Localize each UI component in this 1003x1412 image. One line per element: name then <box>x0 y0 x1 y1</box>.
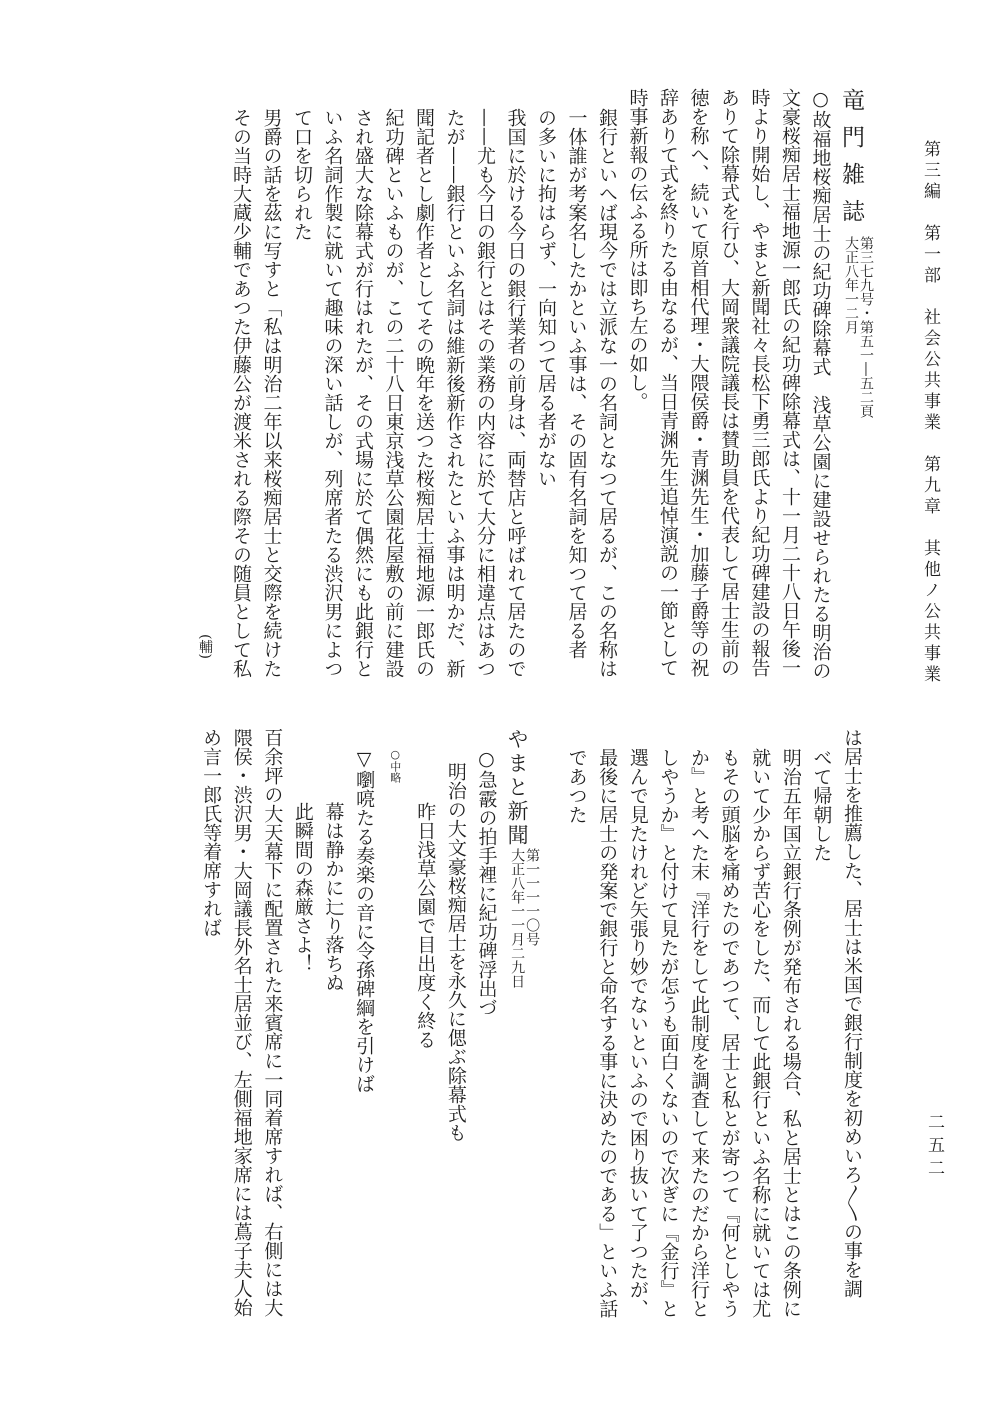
page-number: 二五二 <box>924 1113 944 1182</box>
text-line: べて帰朝した <box>810 748 833 862</box>
subheading-line: 幕は静かに辷り落ちぬ <box>322 802 345 992</box>
article-title: やまと新聞 <box>505 728 530 848</box>
text-line: 銀行といへば現今では立派な一の名詞となつて居るが、この名称は <box>596 108 618 678</box>
source-issue: 第三七九号・第五一―五二頁 <box>858 236 874 418</box>
article-ryumon-zasshi <box>226 88 874 700</box>
text-line: め言一郎氏等着席すれば <box>200 728 223 937</box>
text-line <box>256 88 287 700</box>
source-issue: 第一一一一〇号 <box>524 848 541 946</box>
text-line: 明治五年国立銀行条例が発布される場合、私と居士とはこの条例に <box>779 748 802 1318</box>
subheading-line: 昨日浅草公園で目出度く終る <box>414 802 437 1049</box>
article-title: 竜門雑誌 <box>838 88 864 236</box>
text-line: 百余坪の大天幕下に配置された来賓席に一同着席すれば、右側には大 <box>261 728 284 1317</box>
text-line: 時より開始し、やまと新聞社々長松下勇三郎氏より紀功碑建設の報告 <box>748 88 771 677</box>
text-line: て口を切られた <box>291 108 313 241</box>
article-yamato-shimbun <box>196 728 867 1338</box>
article-title-row <box>836 88 874 700</box>
spacer <box>539 728 561 1338</box>
text-line: か』と考へた末『洋行をして此制度を調査して来たのだから洋行と <box>688 748 711 1318</box>
text-line: ——尤も今日の銀行とはその業務の内容に於て大分に相違点はあつ <box>474 108 496 678</box>
text-line: 選んで見たけれど矢張り妙でないといふので困り抜いて了つたが、 <box>626 748 649 1318</box>
text-line: 一体誰が考案名したかといふ事は、その固有名詞を知つて居る者 <box>565 108 588 659</box>
text-line: いふ名詞作製に就いて趣味の深い話しが、列席者たる渋沢男によつ <box>321 108 344 678</box>
text-line: 徳を称へ、続いて原首相代理・大隈侯爵・青渊先生・加藤子爵等の祝 <box>687 88 710 677</box>
subheading-line: ▽嚠喨たる奏楽の音に令孫碑綱を引けば <box>353 748 376 1093</box>
text-line: 文豪桜痴居士福地源一郎氏の紀功碑除幕式は、十一月二十八日午後一 <box>779 88 801 677</box>
text-line: ありて除幕式を行ひ、大岡衆議院議長は賛助員を代表して居士生前の <box>718 88 740 677</box>
text-line <box>226 88 257 700</box>
running-header: 第三編 第一部 社会公共事業 第九章 其他ノ公共事業 <box>920 140 940 686</box>
text-line: しやうか』と付けて見たが怎うも面白くないので次ぎに『金行』と <box>657 748 680 1318</box>
text-line-part: 男爵の話を茲に写すと「私は明治二年以来桜痴居士と交際を続けた <box>260 108 283 678</box>
text-line: され盛大な除幕式が行はれたが、その式場に於て偶然にも此銀行と <box>352 108 374 678</box>
text-line: 紀功碑といふものが、この二十八日東京浅草公園花屋敷の前に建設 <box>382 108 405 678</box>
text-line: ○故福地桜痴居士の紀功碑除幕式 浅草公園に建設せられたる明治の <box>809 88 832 680</box>
text-line: であつた <box>565 748 588 824</box>
omission-note: ○中略 <box>388 748 402 783</box>
source-reference <box>843 236 873 418</box>
text-line: は居士を推薦した、居士は米国で銀行制度を初めいろ〳〵の事を調 <box>841 728 863 1298</box>
text-line: たが——銀行といふ名詞は維新後新作されたといふ事は明かだ、新 <box>443 108 466 678</box>
text-line: 隈侯・渋沢男・大岡議長外名士居並び、左側福地家席には蔦子夫人始 <box>230 728 253 1317</box>
subheading-line: ○急霰の拍手裡に紀功碑浮出づ <box>475 748 498 1017</box>
article-title-row <box>501 728 539 1338</box>
text-line: の多いに拘はらず、一向知つて居る者がない <box>535 108 557 488</box>
ruby-annotation: (輔) <box>197 634 213 659</box>
text-line: 聞記者とし劇作者としてその晩年を送つた桜痴居士福地源一郎氏の <box>413 108 435 678</box>
text-line: 時事新報の伝ふる所は即ち左の如し。 <box>626 88 649 411</box>
text-line: 辞ありて式を終りたる由なるが、当日青渊先生追悼演説の一節として <box>657 88 679 677</box>
source-reference <box>509 848 539 988</box>
text-line: もその頭脳を痛めたのであつて、居士と私とが寄つて『何としやう <box>718 748 741 1318</box>
source-date: 大正八年一一月二九日 <box>509 848 526 988</box>
text-line-part: その当時大蔵少輔であつた伊藤公が渡米される際その随員として私 <box>230 108 252 678</box>
text-line: 就いて少からず苦心をした、而して此銀行といふ名称に就いては尤 <box>749 748 772 1318</box>
text-line: 我国に於ける今日の銀行業者の前身は、両替店と呼ばれて居たので <box>504 108 527 678</box>
subheading-line: 明治の大文豪桜痴居士を永久に偲ぶ除幕式も <box>444 762 467 1142</box>
text-line: 最後に居士の発案で銀行と命名する事に決めたのである」といふ話 <box>596 748 619 1318</box>
source-date: 大正八年一二月 <box>843 236 859 334</box>
subheading-line: 此瞬間の森厳さよ！ <box>291 802 314 973</box>
